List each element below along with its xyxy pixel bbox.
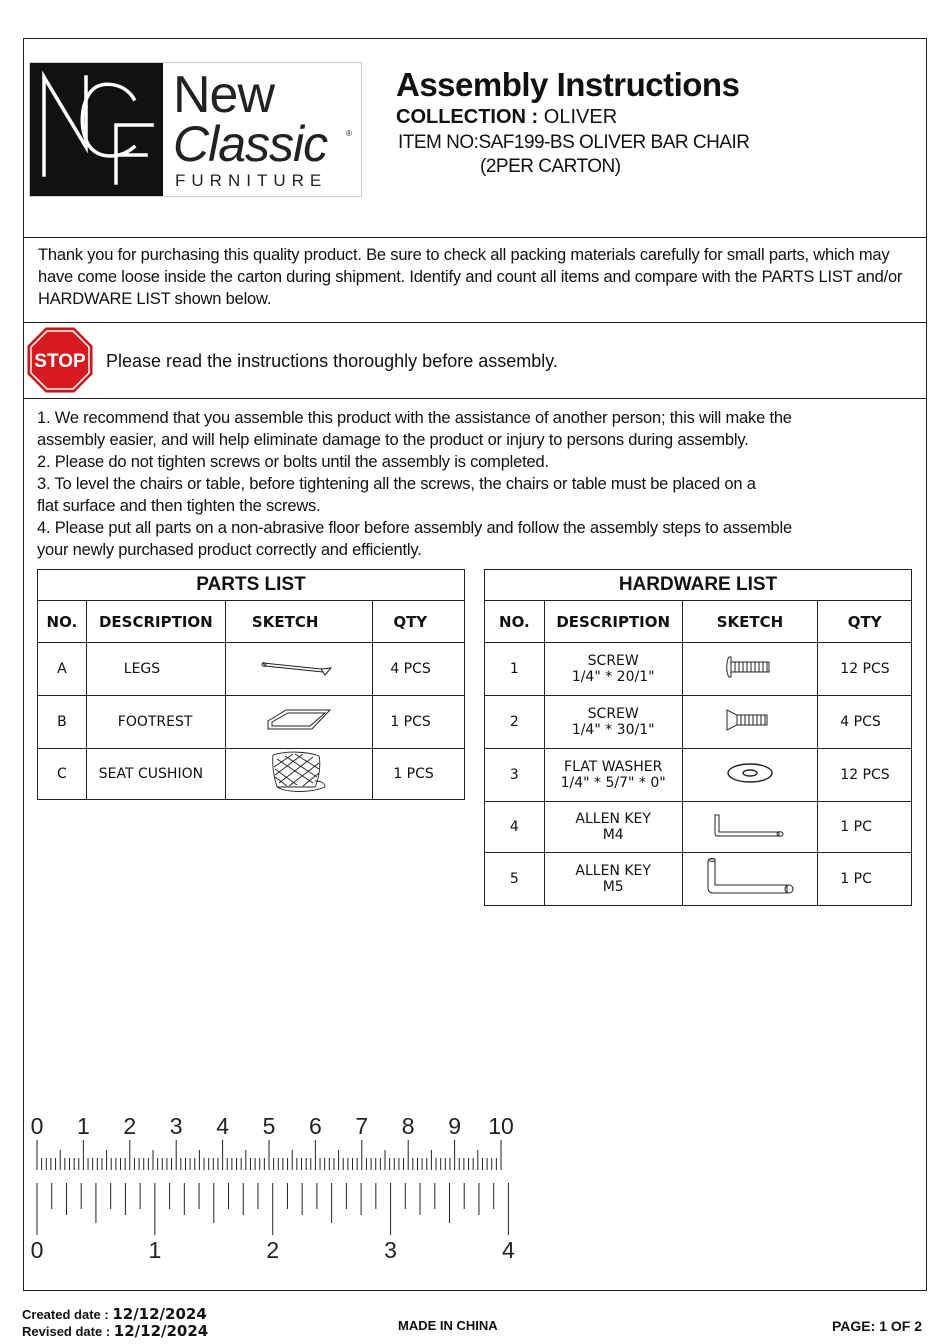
column-header: DESCRIPTION bbox=[86, 601, 225, 643]
hardware-list-table bbox=[484, 569, 912, 906]
stop-sign-label: STOP bbox=[34, 351, 86, 372]
part-qty: 1 PCS bbox=[373, 696, 465, 749]
table-row bbox=[485, 696, 912, 749]
created-date-label: Created date : bbox=[22, 1307, 109, 1322]
brand-logo bbox=[29, 62, 362, 197]
part-sketch bbox=[225, 643, 372, 696]
washer-icon bbox=[723, 761, 777, 785]
ruler-cm-label: 9 bbox=[448, 1113, 461, 1139]
ruler-cm-label: 7 bbox=[355, 1113, 369, 1139]
page-number: PAGE: 1 OF 2 bbox=[832, 1318, 922, 1334]
note-line: 2. Please do not tighten screws or bolts until the assembly is completed. bbox=[37, 453, 549, 471]
part-sketch bbox=[225, 696, 372, 749]
hardware-qty: 4 PCS bbox=[818, 696, 912, 749]
registered-mark: ® bbox=[346, 129, 352, 138]
ruler-cm-label: 3 bbox=[169, 1113, 183, 1139]
part-qty: 4 PCS bbox=[373, 643, 465, 696]
created-date: 12/12/2024 bbox=[112, 1305, 207, 1323]
screw-icon bbox=[723, 655, 777, 679]
ruler-cm-label: 0 bbox=[30, 1113, 44, 1139]
note-line: your newly purchased product correctly and efficiently. bbox=[37, 541, 422, 559]
document-dates bbox=[22, 1306, 208, 1340]
divider bbox=[23, 237, 927, 238]
logo-text-classic: Classic bbox=[173, 116, 328, 172]
part-no: A bbox=[38, 643, 87, 696]
column-header: QTY bbox=[818, 601, 912, 643]
part-sketch bbox=[225, 749, 372, 800]
made-in-label: MADE IN CHINA bbox=[398, 1318, 498, 1333]
logo-text-furniture: FURNITURE bbox=[175, 171, 328, 190]
hardware-description bbox=[544, 643, 682, 696]
allen-key-icon bbox=[703, 857, 797, 897]
footrest-icon bbox=[264, 707, 334, 733]
hardware-sketch bbox=[682, 643, 818, 696]
hardware-description bbox=[544, 749, 682, 802]
ncf-monogram-icon bbox=[30, 63, 163, 196]
revised-date: 12/12/2024 bbox=[113, 1322, 209, 1340]
hardware-description-line: FLAT WASHER bbox=[564, 759, 663, 775]
ruler-inch-label: 0 bbox=[30, 1237, 44, 1263]
hardware-no: 3 bbox=[485, 749, 545, 802]
column-header: QTY bbox=[373, 601, 465, 643]
note-line: 3. To level the chairs or table, before tightening all the screws, the chairs or table must be placed on a bbox=[37, 475, 756, 493]
parts-list-title: PARTS LIST bbox=[38, 570, 465, 601]
logo-text-new: New bbox=[173, 66, 275, 124]
table-row bbox=[485, 643, 912, 696]
table-row bbox=[485, 749, 912, 802]
item-number: ITEM NO:SAF199-BS OLIVER BAR CHAIR bbox=[398, 132, 750, 153]
ruler-inch-scale bbox=[37, 1183, 508, 1235]
measurement-ruler bbox=[28, 1108, 518, 1273]
parts-list-table bbox=[37, 569, 465, 800]
hardware-description bbox=[544, 696, 682, 749]
revised-date-label: Revised date : bbox=[22, 1324, 111, 1339]
ruler-inch-labels bbox=[31, 1237, 515, 1263]
hardware-sketch bbox=[682, 853, 818, 906]
column-header: SKETCH bbox=[682, 601, 818, 643]
hardware-description bbox=[544, 853, 682, 906]
hardware-qty: 1 PC bbox=[818, 802, 912, 853]
column-header: NO. bbox=[38, 601, 87, 643]
note-line: 4. Please put all parts on a non-abrasive floor before assembly and follow the assembly steps to assemble bbox=[37, 519, 792, 537]
stop-message: Please read the instructions thoroughly before assembly. bbox=[106, 351, 558, 371]
hardware-no: 4 bbox=[485, 802, 545, 853]
ruler-cm-label: 4 bbox=[216, 1113, 229, 1139]
hardware-description-line: SCREW bbox=[587, 706, 639, 722]
note-line: assembly easier, and will help eliminate damage to the product or injury to persons during assembly. bbox=[37, 431, 749, 449]
part-description: SEAT CUSHION bbox=[86, 749, 225, 800]
column-header: DESCRIPTION bbox=[544, 601, 682, 643]
part-qty: 1 PCS bbox=[373, 749, 465, 800]
hardware-description-line: 1/4" * 20/1" bbox=[571, 669, 655, 685]
carton-count: (2PER CARTON) bbox=[480, 156, 621, 177]
table-row bbox=[38, 643, 465, 696]
note-line: 1. We recommend that you assemble this product with the assistance of another person; this will make the bbox=[37, 409, 792, 427]
intro-paragraph: Thank you for purchasing this quality product. Be sure to check all packing materials carefully for small parts, which may have come loose inside the carton during shipment. Identify and count all items and compare with the PARTS LIST and/or HARDWARE LIST shown below. bbox=[38, 246, 903, 308]
collection-value: OLIVER bbox=[538, 106, 618, 128]
hardware-description-line: 1/4" * 30/1" bbox=[571, 722, 655, 738]
note-line: flat surface and then tighten the screws. bbox=[37, 497, 321, 515]
hardware-description bbox=[544, 802, 682, 853]
collection-label: COLLECTION : bbox=[396, 106, 539, 128]
table-row bbox=[38, 696, 465, 749]
part-description: LEGS bbox=[86, 643, 225, 696]
ruler-cm-label: 5 bbox=[262, 1113, 276, 1139]
hardware-description-line: 1/4" * 5/7" * 0" bbox=[560, 775, 666, 791]
ruler-cm-label: 10 bbox=[488, 1113, 514, 1139]
ruler-cm-scale bbox=[37, 1140, 501, 1170]
part-no: B bbox=[38, 696, 87, 749]
ruler-cm-label: 6 bbox=[309, 1113, 322, 1139]
ruler-cm-label: 8 bbox=[401, 1113, 415, 1139]
ruler-cm-label: 1 bbox=[77, 1113, 90, 1139]
table-row bbox=[485, 853, 912, 906]
ruler-cm-label: 2 bbox=[123, 1113, 137, 1139]
hardware-no: 2 bbox=[485, 696, 545, 749]
hardware-qty: 12 PCS bbox=[818, 749, 912, 802]
assembly-notes bbox=[37, 407, 917, 561]
ruler-inch-label: 1 bbox=[148, 1237, 162, 1263]
hardware-description-line: SCREW bbox=[587, 653, 639, 669]
logo-mark bbox=[30, 63, 163, 196]
column-header: SKETCH bbox=[225, 601, 372, 643]
part-no: C bbox=[38, 749, 87, 800]
hardware-list-title: HARDWARE LIST bbox=[485, 570, 912, 601]
table-row bbox=[485, 802, 912, 853]
hardware-description-line: ALLEN KEY bbox=[575, 811, 651, 827]
divider bbox=[23, 322, 927, 323]
hardware-no: 5 bbox=[485, 853, 545, 906]
allen-key-icon bbox=[713, 812, 787, 838]
screw-icon bbox=[723, 708, 777, 732]
hardware-sketch bbox=[682, 696, 818, 749]
column-header: NO. bbox=[485, 601, 545, 643]
seat-cushion-icon bbox=[267, 749, 331, 795]
hardware-sketch bbox=[682, 802, 818, 853]
hardware-description-line: ALLEN KEY bbox=[575, 863, 651, 879]
ruler-inch-label: 3 bbox=[384, 1237, 397, 1263]
collection-line bbox=[396, 106, 617, 129]
hardware-qty: 12 PCS bbox=[818, 643, 912, 696]
leg-icon bbox=[259, 655, 339, 679]
ruler-inch-label: 2 bbox=[266, 1237, 280, 1263]
stop-sign-icon bbox=[27, 327, 93, 393]
hardware-description-line: M5 bbox=[602, 879, 624, 895]
hardware-sketch bbox=[682, 749, 818, 802]
hardware-qty: 1 PC bbox=[818, 853, 912, 906]
hardware-no: 1 bbox=[485, 643, 545, 696]
page-title: Assembly Instructions bbox=[396, 66, 740, 103]
ruler-inch-label: 4 bbox=[502, 1237, 515, 1263]
ruler-cm-labels bbox=[31, 1113, 514, 1139]
divider bbox=[23, 398, 927, 399]
table-row bbox=[38, 749, 465, 800]
hardware-description-line: M4 bbox=[602, 827, 624, 843]
part-description: FOOTREST bbox=[86, 696, 225, 749]
